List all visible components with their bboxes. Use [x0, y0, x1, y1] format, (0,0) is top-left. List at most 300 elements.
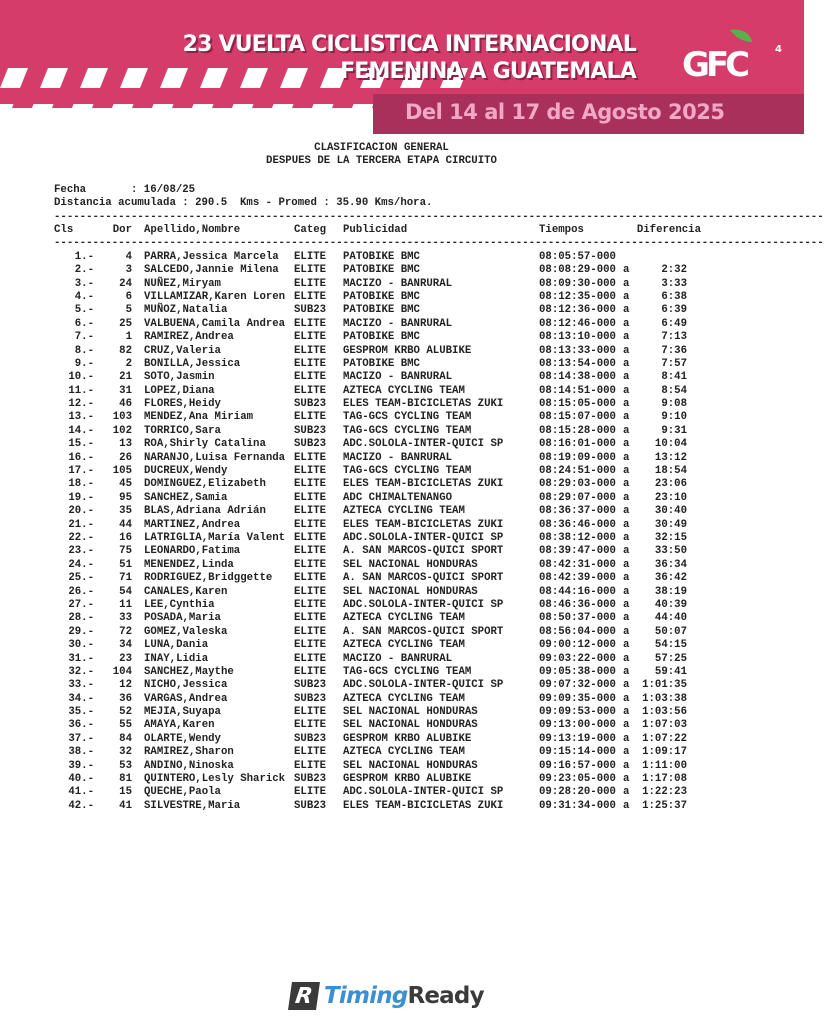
- cell-time: 09:05:38-000: [539, 665, 616, 678]
- cell-name: LOPEZ,Diana: [144, 384, 215, 397]
- cell-team: SEL NACIONAL HONDURAS: [343, 585, 478, 598]
- cell-time: 08:24:51-000: [539, 465, 616, 478]
- cell-dor: 105: [112, 465, 132, 478]
- table-row: [54, 358, 709, 371]
- cell-a: a: [623, 532, 630, 544]
- report-subtitle: DESPUES DE LA TERCERA ETAPA CIRCUITO: [266, 155, 497, 168]
- cell-categ: ELITE: [294, 264, 327, 277]
- checker-square: [212, 88, 240, 108]
- cell-time: 08:15:07-000: [539, 411, 616, 424]
- cell-time: 08:09:30-000: [539, 277, 616, 290]
- cell-time: 09:09:35-000: [539, 692, 616, 705]
- cell-time: 08:14:38-000: [539, 371, 616, 384]
- table-row: [54, 586, 709, 599]
- cell-time: 08:56:04-000: [539, 625, 616, 638]
- cell-categ: SUB23: [294, 773, 327, 786]
- cell-dor: 41: [119, 799, 132, 812]
- cell-name: ANDINO,Ninoska: [144, 759, 234, 772]
- cell-diff: 59:41: [654, 665, 687, 678]
- table-row: [54, 398, 709, 411]
- cell-team: SEL NACIONAL HONDURAS: [343, 719, 478, 732]
- cell-team: ELES TEAM-BICICLETAS ZUKI: [343, 518, 504, 531]
- cell-diff: 36:42: [654, 572, 687, 585]
- table-row: [54, 519, 709, 532]
- cell-name: SANCHEZ,Samia: [144, 491, 228, 504]
- cell-time: 09:31:34-000: [539, 799, 616, 812]
- cell-time: 09:03:22-000: [539, 652, 616, 665]
- cell-diff: 9:31: [661, 424, 687, 437]
- cell-cls: 33.-: [68, 679, 94, 692]
- table-row: [54, 760, 709, 773]
- cell-diff: 32:15: [654, 532, 687, 544]
- cell-diff: 3:33: [661, 277, 687, 290]
- cell-team: AZTECA CYCLING TEAM: [343, 746, 465, 759]
- timingready-badge-icon: R: [288, 982, 320, 1010]
- checker-square: [240, 68, 268, 88]
- cell-diff: 2:32: [661, 264, 687, 277]
- table-row: [54, 693, 709, 706]
- cell-diff: 44:40: [654, 612, 687, 625]
- cell-name: CRUZ,Valeria: [144, 344, 221, 357]
- cell-dor: 23: [119, 652, 132, 665]
- cell-team: A. SAN MARCOS-QUICI SPORT: [343, 572, 504, 585]
- cell-dor: 44: [119, 518, 132, 531]
- checker-square: [12, 88, 40, 108]
- cell-name: ROA,Shirly Catalina: [144, 438, 266, 451]
- cell-diff: 1:09:17: [642, 746, 687, 759]
- cell-categ: SUB23: [294, 732, 327, 745]
- cell-cls: 2.-: [74, 264, 94, 277]
- table-row: [54, 411, 709, 424]
- cell-team: ELES TEAM-BICICLETAS ZUKI: [343, 478, 504, 491]
- col-header-name: Apellido,Nombre: [144, 224, 241, 237]
- table-row: [54, 478, 709, 491]
- cell-dor: 95: [119, 491, 132, 504]
- cell-name: MENDEZ,Ana Miriam: [144, 411, 254, 424]
- cell-name: RAMIREZ,Sharon: [144, 746, 234, 759]
- cell-name: SANCHEZ,Maythe: [144, 665, 234, 678]
- cell-time: 08:42:31-000: [539, 558, 616, 571]
- table-row: [54, 572, 709, 585]
- cell-team: SEL NACIONAL HONDURAS: [343, 558, 478, 571]
- cell-diff: 23:06: [654, 478, 687, 491]
- cell-categ: ELITE: [294, 532, 327, 544]
- cell-dor: 71: [119, 572, 132, 585]
- cell-diff: 1:07:22: [642, 732, 687, 745]
- cell-categ: ELITE: [294, 558, 327, 571]
- cell-cls: 23.-: [68, 545, 94, 558]
- cell-time: 08:13:10-000: [539, 331, 616, 344]
- cell-cls: 41.-: [68, 786, 94, 799]
- cell-categ: ELITE: [294, 478, 327, 491]
- results-table: [54, 251, 709, 813]
- cell-categ: SUB23: [294, 692, 327, 705]
- cell-a: a: [623, 331, 630, 344]
- cell-a: a: [623, 451, 630, 464]
- cell-categ: SUB23: [294, 799, 327, 812]
- cell-team: A. SAN MARCOS-QUICI SPORT: [343, 545, 504, 558]
- cell-name: FLORES,Heidy: [144, 398, 221, 411]
- table-row: [54, 532, 709, 545]
- table-row: [54, 599, 709, 612]
- cell-cls: 25.-: [68, 572, 94, 585]
- cell-team: ADC.SOLOLA-INTER-QUICI SP: [343, 532, 504, 544]
- cell-name: SILVESTRE,Maria: [144, 799, 241, 812]
- cell-a: a: [623, 398, 630, 411]
- event-date-range: Del 14 al 17 de Agosto 2025: [405, 100, 725, 124]
- cell-diff: 33:50: [654, 545, 687, 558]
- cell-dor: 32: [119, 746, 132, 759]
- cell-cls: 24.-: [68, 558, 94, 571]
- checker-square: [200, 68, 228, 88]
- cell-cls: 3.-: [74, 277, 94, 290]
- cell-name: MUÑOZ,Natalia: [144, 304, 228, 317]
- cell-dor: 46: [119, 398, 132, 411]
- cell-diff: 1:07:03: [642, 719, 687, 732]
- report-distance: Distancia acumulada : 290.5 Kms - Promed : 35.90 Kms/hora.: [54, 197, 433, 210]
- cell-name: CANALES,Karen: [144, 585, 228, 598]
- cell-a: a: [623, 424, 630, 437]
- cell-cls: 32.-: [68, 665, 94, 678]
- table-row: [54, 331, 709, 344]
- cell-team: PATOBIKE BMC: [343, 250, 420, 263]
- cell-categ: ELITE: [294, 572, 327, 585]
- cell-diff: 6:49: [661, 317, 687, 330]
- cell-time: 08:13:33-000: [539, 344, 616, 357]
- cell-categ: ELITE: [294, 786, 327, 799]
- table-row: [54, 545, 709, 558]
- cell-diff: 40:39: [654, 598, 687, 611]
- cell-categ: ELITE: [294, 290, 327, 303]
- cell-categ: ELITE: [294, 665, 327, 678]
- cell-cls: 22.-: [68, 532, 94, 544]
- cell-name: AMAYA,Karen: [144, 719, 215, 732]
- cell-diff: 7:57: [661, 357, 687, 370]
- cell-cls: 15.-: [68, 438, 94, 451]
- cell-team: AZTECA CYCLING TEAM: [343, 692, 465, 705]
- cell-a: a: [623, 558, 630, 571]
- cell-a: a: [623, 317, 630, 330]
- gfc-logo-icon: [680, 28, 760, 84]
- cell-cls: 4.-: [74, 290, 94, 303]
- cell-time: 08:13:54-000: [539, 357, 616, 370]
- cell-cls: 35.-: [68, 706, 94, 719]
- cell-a: a: [623, 639, 630, 652]
- cell-name: DOMINGUEZ,Elizabeth: [144, 478, 266, 491]
- cell-dor: 26: [119, 451, 132, 464]
- cell-a: [623, 251, 635, 264]
- cell-name: LUNA,Dania: [144, 639, 209, 652]
- cell-dor: 3: [125, 264, 132, 277]
- table-row: [54, 505, 709, 518]
- cell-team: ELES TEAM-BICICLETAS ZUKI: [343, 398, 504, 411]
- logo-text: GFC: [682, 45, 747, 85]
- table-row: [54, 773, 709, 786]
- cell-dor: 52: [119, 706, 132, 719]
- cell-a: a: [623, 732, 630, 745]
- cell-name: BONILLA,Jessica: [144, 357, 241, 370]
- cell-name: SALCEDO,Jannie Milena: [144, 264, 279, 277]
- cell-diff: 9:08: [661, 398, 687, 411]
- cell-diff: 8:54: [661, 384, 687, 397]
- cell-cls: 13.-: [68, 411, 94, 424]
- cell-name: VILLAMIZAR,Karen Loren: [144, 290, 286, 303]
- cell-cls: 10.-: [68, 371, 94, 384]
- cell-name: MEJIA,Suyapa: [144, 706, 221, 719]
- cell-team: PATOBIKE BMC: [343, 357, 420, 370]
- cell-team: AZTECA CYCLING TEAM: [343, 612, 465, 625]
- cell-a: a: [623, 290, 630, 303]
- checker-square: [120, 68, 148, 88]
- cell-cls: 42.-: [68, 799, 94, 812]
- cell-diff: 8:41: [661, 371, 687, 384]
- cell-a: a: [623, 786, 630, 799]
- table-row: [54, 612, 709, 625]
- cell-dor: 31: [119, 384, 132, 397]
- col-header-cls: Cls: [54, 224, 74, 237]
- checker-square: [172, 88, 200, 108]
- cell-categ: SUB23: [294, 398, 327, 411]
- cell-time: 08:12:46-000: [539, 317, 616, 330]
- cell-time: 09:00:12-000: [539, 639, 616, 652]
- cell-name: PARRA,Jessica Marcela: [144, 250, 279, 263]
- cell-time: 08:36:37-000: [539, 505, 616, 518]
- cell-categ: ELITE: [294, 491, 327, 504]
- cell-name: MENENDEZ,Linda: [144, 558, 234, 571]
- cell-a: a: [623, 612, 630, 625]
- cell-diff: 1:17:08: [642, 773, 687, 786]
- cell-cls: 19.-: [68, 491, 94, 504]
- table-row: [54, 666, 709, 679]
- cell-a: a: [623, 518, 630, 531]
- cell-team: PATOBIKE BMC: [343, 304, 420, 317]
- cell-team: A. SAN MARCOS-QUICI SPORT: [343, 625, 504, 638]
- cell-team: AZTECA CYCLING TEAM: [343, 639, 465, 652]
- cell-dor: 54: [119, 585, 132, 598]
- cell-name: LEONARDO,Fatima: [144, 545, 241, 558]
- cell-name: RAMIREZ,Andrea: [144, 331, 234, 344]
- cell-cls: 1.-: [74, 250, 94, 263]
- cell-team: ADC.SOLOLA-INTER-QUICI SP: [343, 786, 504, 799]
- cell-cls: 6.-: [74, 317, 94, 330]
- cell-dor: 24: [119, 277, 132, 290]
- cell-team: MACIZO - BANRURAL: [343, 652, 453, 665]
- cell-categ: ELITE: [294, 625, 327, 638]
- cell-a: a: [623, 625, 630, 638]
- cell-categ: ELITE: [294, 545, 327, 558]
- table-row: [54, 425, 709, 438]
- cell-dor: 11: [119, 598, 132, 611]
- cell-dor: 6: [125, 290, 132, 303]
- cell-diff: 57:25: [654, 652, 687, 665]
- cell-cls: 29.-: [68, 625, 94, 638]
- cell-dor: 16: [119, 532, 132, 544]
- cell-time: 08:46:36-000: [539, 598, 616, 611]
- table-row: [54, 438, 709, 451]
- cell-team: PATOBIKE BMC: [343, 290, 420, 303]
- col-header-time: Tiempos: [539, 224, 584, 237]
- cell-team: AZTECA CYCLING TEAM: [343, 505, 465, 518]
- cell-cls: 16.-: [68, 451, 94, 464]
- cell-dor: 21: [119, 371, 132, 384]
- cell-time: 08:39:47-000: [539, 545, 616, 558]
- checker-square: [80, 68, 108, 88]
- cell-diff: 6:38: [661, 290, 687, 303]
- table-row: [54, 639, 709, 652]
- cell-cls: 21.-: [68, 518, 94, 531]
- cell-team: MACIZO - BANRURAL: [343, 317, 453, 330]
- cell-dor: 25: [119, 317, 132, 330]
- cell-name: LATRIGLIA,María Valent: [144, 532, 286, 544]
- checker-square: [132, 88, 160, 108]
- table-row: [54, 786, 709, 799]
- cell-diff: 1:03:38: [642, 692, 687, 705]
- cell-categ: ELITE: [294, 598, 327, 611]
- cell-cls: 8.-: [74, 344, 94, 357]
- cell-cls: 14.-: [68, 424, 94, 437]
- checker-square: [160, 68, 188, 88]
- cell-team: PATOBIKE BMC: [343, 264, 420, 277]
- checkered-flag-pattern: [0, 68, 320, 108]
- cell-cls: 28.-: [68, 612, 94, 625]
- cell-time: 09:23:05-000: [539, 773, 616, 786]
- cell-a: a: [623, 665, 630, 678]
- page-number: 4: [775, 44, 782, 55]
- cell-cls: 20.-: [68, 505, 94, 518]
- checker-square: [40, 68, 68, 88]
- brand-timing: Timing: [324, 983, 408, 1009]
- cell-name: BLAS,Adriana Adrián: [144, 505, 266, 518]
- cell-cls: 37.-: [68, 732, 94, 745]
- table-row: [54, 800, 709, 813]
- cell-time: 08:12:35-000: [539, 290, 616, 303]
- cell-diff: 1:11:00: [642, 759, 687, 772]
- cell-categ: ELITE: [294, 719, 327, 732]
- table-row: [54, 452, 709, 465]
- table-row: [54, 385, 709, 398]
- cell-a: a: [623, 759, 630, 772]
- checker-square: [92, 88, 120, 108]
- cell-a: a: [623, 719, 630, 732]
- cell-diff: 36:34: [654, 558, 687, 571]
- cell-a: a: [623, 411, 630, 424]
- cell-team: ADC CHIMALTENANGO: [343, 491, 453, 504]
- cell-team: ADC.SOLOLA-INTER-QUICI SP: [343, 598, 504, 611]
- cell-team: GESPROM KRBO ALUBIKE: [343, 773, 472, 786]
- cell-a: a: [623, 652, 630, 665]
- cell-name: GOMEZ,Valeska: [144, 625, 228, 638]
- cell-diff: 9:10: [661, 411, 687, 424]
- table-header: [54, 224, 709, 237]
- cell-a: a: [623, 465, 630, 478]
- cell-dor: 53: [119, 759, 132, 772]
- cell-categ: ELITE: [294, 331, 327, 344]
- cell-categ: ELITE: [294, 518, 327, 531]
- cell-a: a: [623, 304, 630, 317]
- cell-time: 08:38:12-000: [539, 532, 616, 544]
- cell-categ: ELITE: [294, 371, 327, 384]
- table-row: [54, 304, 709, 317]
- cell-team: SEL NACIONAL HONDURAS: [343, 759, 478, 772]
- cell-diff: 1:22:23: [642, 786, 687, 799]
- cell-name: RODRIGUEZ,Bridggette: [144, 572, 273, 585]
- cell-categ: SUB23: [294, 679, 327, 692]
- table-row: [54, 559, 709, 572]
- timingready-logo: [290, 982, 484, 1010]
- cell-name: VALBUENA,Camila Andrea: [144, 317, 286, 330]
- cell-dor: 36: [119, 692, 132, 705]
- cell-name: NICHO,Jessica: [144, 679, 228, 692]
- table-row: [54, 371, 709, 384]
- cell-categ: ELITE: [294, 344, 327, 357]
- cell-diff: 54:15: [654, 639, 687, 652]
- cell-diff: 23:10: [654, 491, 687, 504]
- cell-cls: 39.-: [68, 759, 94, 772]
- table-row: [54, 626, 709, 639]
- cell-team: GESPROM KRBO ALUBIKE: [343, 344, 472, 357]
- cell-cls: 30.-: [68, 639, 94, 652]
- divider-top: ------------------------------------------------------------------------------------------------------------------------: [54, 210, 824, 223]
- cell-a: a: [623, 545, 630, 558]
- divider-header: ------------------------------------------------------------------------------------------------------------------------: [54, 237, 824, 250]
- header-banner: [0, 0, 804, 134]
- event-title-line-1: 23 VUELTA CICLISTICA INTERNACIONAL: [182, 32, 636, 57]
- table-row: [54, 679, 709, 692]
- cell-team: TAG-GCS CYCLING TEAM: [343, 424, 472, 437]
- cell-dor: 5: [125, 304, 132, 317]
- cell-a: a: [623, 799, 630, 812]
- table-row: [54, 706, 709, 719]
- cell-categ: ELITE: [294, 451, 327, 464]
- cell-a: a: [623, 371, 630, 384]
- cell-dor: 4: [125, 250, 132, 263]
- cell-diff: 1:01:35: [642, 679, 687, 692]
- cell-time: 09:16:57-000: [539, 759, 616, 772]
- cell-name: VARGAS,Andrea: [144, 692, 228, 705]
- cell-a: a: [623, 491, 630, 504]
- cell-a: a: [623, 357, 630, 370]
- cell-name: OLARTE,Wendy: [144, 732, 221, 745]
- cell-diff: 13:12: [654, 451, 687, 464]
- cell-dor: 75: [119, 545, 132, 558]
- cell-a: a: [623, 679, 630, 692]
- cell-dor: 1: [125, 331, 132, 344]
- col-header-categ: Categ: [294, 224, 327, 237]
- cell-team: TAG-GCS CYCLING TEAM: [343, 465, 472, 478]
- table-row: [54, 278, 709, 291]
- table-row: [54, 291, 709, 304]
- cell-diff: 30:40: [654, 505, 687, 518]
- cell-cls: 18.-: [68, 478, 94, 491]
- cell-a: a: [623, 706, 630, 719]
- event-title-line-2: FEMENINA A GUATEMALA: [340, 59, 636, 84]
- table-row: [54, 719, 709, 732]
- cell-dor: 84: [119, 732, 132, 745]
- cell-a: a: [623, 746, 630, 759]
- cell-team: ELES TEAM-BICICLETAS ZUKI: [343, 799, 504, 812]
- table-row: [54, 318, 709, 331]
- cell-categ: SUB23: [294, 438, 327, 451]
- cell-diff: 7:13: [661, 331, 687, 344]
- cell-time: 08:42:39-000: [539, 572, 616, 585]
- cell-diff: 1:03:56: [642, 706, 687, 719]
- cell-cls: 12.-: [68, 398, 94, 411]
- cell-dor: 82: [119, 344, 132, 357]
- cell-time: 08:44:16-000: [539, 585, 616, 598]
- cell-a: a: [623, 505, 630, 518]
- cell-time: 08:29:03-000: [539, 478, 616, 491]
- cell-time: 09:28:20-000: [539, 786, 616, 799]
